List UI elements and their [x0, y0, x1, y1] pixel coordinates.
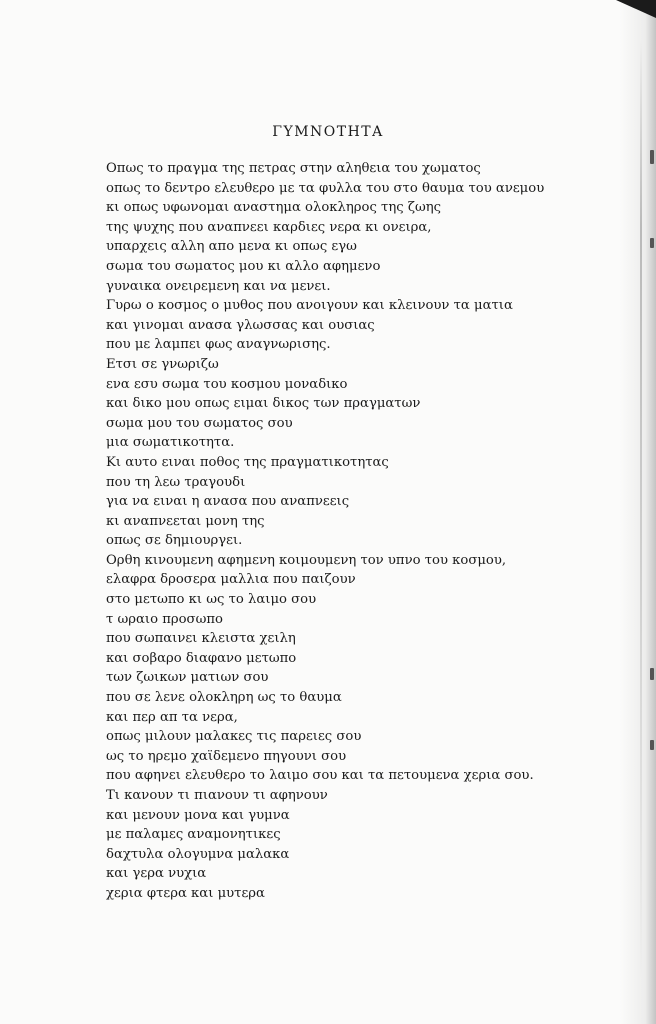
- poem-line: και περ απ τα νερα,: [106, 709, 238, 725]
- poem-line: κι οπως υφωνομαι αναστημα ολοκληρος της ζωης: [106, 200, 442, 216]
- poem-line: της ψυχης που αναπνεει καρδιες νερα κι ονειρα,: [106, 219, 432, 235]
- poem-line: που με λαμπει φως αναγνωρισης.: [106, 337, 331, 353]
- poem-line: Κι αυτο ειναι ποθος της πραγματικοτητας: [106, 454, 389, 470]
- poem-line: με παλαμες αναμονητικες: [106, 827, 281, 843]
- poem-line: και μενουν μονα και γυμνα: [106, 807, 290, 823]
- poem-line: και γινομαι ανασα γλωσσας και ουσιας: [106, 317, 375, 333]
- poem-line: Οπως το πραγμα της πετρας στην αληθεια του χωματος: [106, 161, 481, 176]
- poem-line: γυναικα ονειρεμενη και να μενει.: [106, 278, 331, 294]
- poem-line: και γερα νυχια: [106, 866, 207, 882]
- poem-line: υπαρχεις αλλη απο μενα κι οπως εγω: [106, 239, 357, 255]
- poem-line: στο μετωπο κι ως το λαιμο σου: [106, 592, 317, 608]
- poem-line: Ορθη κινουμενη αφημενη κοιμουμενη τον υπνο του κοσμου,: [106, 552, 507, 568]
- poem-line: των ζωικων ματιων σου: [106, 670, 269, 686]
- poem-line: ενα εσυ σωμα του κοσμου μοναδικο: [106, 376, 348, 392]
- poem-line: και δικο μου οπως ειμαι δικος των πραγματων: [106, 396, 421, 412]
- poem-line: μια σωματικοτητα.: [106, 435, 235, 451]
- page-corner-fold: [616, 0, 656, 18]
- poem-line: χερια φτερα και μυτερα: [106, 885, 265, 901]
- poem-line: που σε λενε ολοκληρη ως το θαυμα: [106, 690, 342, 706]
- poem-line: ελαφρα δροσερα μαλλια που παιζουν: [106, 572, 356, 588]
- poem-line: οπως μιλουν μαλακες τις παρειες σου: [106, 729, 362, 745]
- poem-line: κι αναπνεεται μονη της: [106, 513, 265, 529]
- poem-line: οπως το δεντρο ελευθερο με τα φυλλα του στο θαυμα του ανεμου: [106, 180, 545, 196]
- poem-line: για να ειναι η ανασα που αναπνεεις: [106, 494, 350, 510]
- edge-mark: [650, 668, 654, 680]
- poem-line: που τη λεω τραγουδι: [106, 474, 246, 490]
- poem-line: σωμα του σωματος μου κι αλλο αφημενο: [106, 258, 381, 274]
- poem-line: Γυρω ο κοσμος ο μυθος που ανοιγουν και κλεινουν τα ματια: [106, 298, 513, 314]
- poem-line: οπως σε δημιουργει.: [106, 533, 243, 549]
- edge-mark: [650, 740, 654, 750]
- poem-line: Ετσι σε γνωριζω: [106, 356, 219, 372]
- poem-line: ως το ηρεμο χαϊδεμενο πηγουνι σου: [106, 748, 347, 764]
- poem-line: Τι κανουν τι πιανουν τι αφηνουν: [106, 788, 328, 803]
- poem-line: που αφηνει ελευθερο το λαιμο σου και τα πετουμενα χερια σου.: [106, 768, 534, 784]
- edge-mark: [650, 150, 654, 164]
- edge-mark: [650, 238, 654, 248]
- poem-line: δαχτυλα ολογυμνα μαλακα: [106, 846, 290, 862]
- poem-body: [106, 159, 544, 904]
- page-edge-line: [640, 40, 642, 980]
- poem-line: που σωπαινει κλειστα χειλη: [106, 631, 296, 647]
- poem-title: ΓΥΜΝΟΤΗΤΑ: [272, 124, 384, 140]
- poem-line: και σοβαρο διαφανο μετωπο: [106, 650, 297, 666]
- poem-line: τ ωραιο προσωπο: [106, 611, 223, 627]
- poem-line: σωμα μου του σωματος σου: [106, 415, 293, 431]
